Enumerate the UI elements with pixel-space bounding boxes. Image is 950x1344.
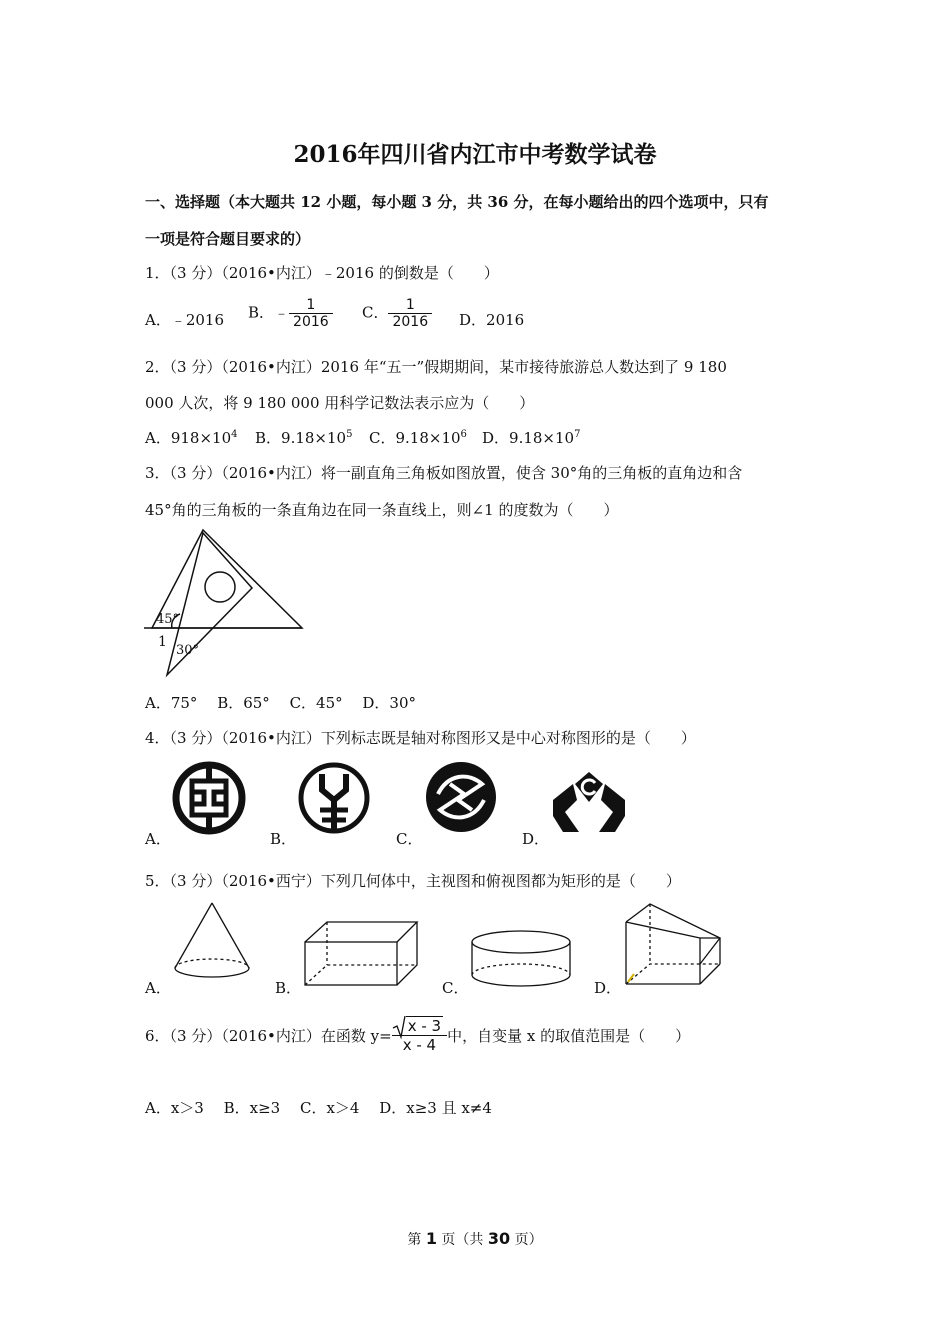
q6-sqrt-numerator (392, 1017, 447, 1035)
q6-radicand: x - 3 (407, 1017, 442, 1035)
q1-option-d: D．2016 (459, 311, 525, 329)
q3-triangle-figure (140, 530, 310, 680)
q5-option-b-label: B． (275, 979, 302, 997)
q6-stem-prefix: 6．（3 分）（2016•内江）在函数 y= (145, 1027, 392, 1045)
q2-option-a (145, 427, 238, 448)
q1-option-c-label: C． (362, 303, 389, 322)
q6-denominator: x - 4 (392, 1035, 447, 1054)
q3-label-1: 1 (158, 634, 167, 650)
q1-b-numerator: 1 (306, 297, 316, 313)
page-title: 2016年四川省内江市中考数学试卷 (293, 141, 657, 168)
q2-stem-line2: 000 人次，将 9 180 000 用科学记数法表示应为（ ） (145, 394, 535, 412)
q2-c-base: C．9.18×10 (369, 429, 461, 447)
q4-option-a-label: A． (145, 830, 171, 848)
q1-option-b-fraction (289, 297, 333, 330)
q5-option-a-label: A． (145, 979, 171, 997)
prism-shape (622, 902, 724, 988)
credit-union-logo-icon (551, 766, 627, 834)
q2-a-exp: 4 (231, 429, 238, 440)
china-mobile-logo-icon (424, 760, 498, 834)
q2-stem-line1: 2．（3 分）（2016•内江）2016 年“五一”假期期间，某市接待旅游总人数达到了 9 180 (145, 358, 727, 376)
q6-stem-suffix: 中，自变量 x 的取值范围是（ ） (447, 1027, 691, 1045)
q4-option-b-label: B． (270, 830, 297, 848)
footer-page-number: 1 (425, 1229, 437, 1248)
q1-c-numerator: 1 (405, 297, 415, 313)
q1-c-denominator: 2016 (388, 313, 432, 330)
bank-logo-a-icon (172, 761, 246, 835)
footer-prefix: 第 (407, 1232, 426, 1248)
q2-b-exp: 5 (346, 429, 353, 440)
section-heading-line2: 一项是符合题目要求的） (145, 230, 311, 248)
q4-option-c-label: C． (396, 830, 423, 848)
q1-stem: 1．（3 分）（2016•内江）﹣2016 的倒数是（ ） (145, 264, 499, 282)
prism-highlight-mark (628, 974, 634, 982)
bank-logo-b-icon (297, 760, 371, 836)
q3-label-45: 45° (156, 612, 180, 627)
q1-option-b (248, 297, 333, 330)
q3-triangle-hole (205, 572, 235, 602)
q2-d-exp: 7 (574, 429, 581, 440)
q2-option-b (255, 427, 352, 448)
q1-b-denominator: 2016 (289, 313, 333, 330)
cylinder-shape (470, 928, 574, 990)
q1-option-b-sign: ﹣ (274, 303, 290, 322)
cone-shape (172, 900, 254, 990)
footer-total-pages: 30 (487, 1229, 511, 1248)
q3-label-30: 30° (176, 643, 200, 658)
footer-middle: 页（共 (436, 1232, 488, 1248)
q1-option-c (362, 297, 432, 330)
q6-stem (145, 1017, 690, 1054)
footer-suffix: 页） (510, 1232, 543, 1248)
q4-option-d-label: D． (522, 830, 550, 848)
q2-option-c (369, 427, 467, 448)
q6-function-fraction (392, 1017, 447, 1054)
q1-option-b-label: B． (248, 303, 275, 322)
q1-option-a: A．﹣2016 (145, 311, 225, 329)
cuboid-shape (303, 920, 419, 988)
q2-c-exp: 6 (460, 429, 467, 440)
page-footer (0, 1229, 950, 1249)
q3-stem-line1: 3．（3 分）（2016•内江）将一副直角三角板如图放置，使含 30°角的三角板的直角边和含 (145, 464, 743, 482)
q2-d-base: D．9.18×10 (482, 429, 575, 447)
q5-option-d-label: D． (594, 979, 622, 997)
section-heading-line1: 一、选择题（本大题共 12 小题，每小题 3 分，共 36 分，在每小题给出的四个选项中，只有 (145, 193, 769, 211)
q5-option-c-label: C． (442, 979, 469, 997)
q3-options: A．75° B．65° C．45° D．30° (145, 694, 417, 712)
q2-option-d (482, 427, 580, 448)
q3-stem-line2: 45°角的三角板的一条直角边在同一条直线上，则∠1 的度数为（ ） (145, 501, 619, 519)
q2-a-base: A．918×10 (145, 429, 232, 447)
q2-b-base: B．9.18×10 (255, 429, 347, 447)
q4-stem: 4．（3 分）（2016•内江）下列标志既是轴对称图形又是中心对称图形的是（ ） (145, 729, 696, 747)
q6-options: A．x＞3 B．x≥3 C．x＞4 D．x≥3 且 x≠4 (145, 1099, 492, 1117)
q6-sqrt-icon (392, 1015, 406, 1039)
q1-option-c-fraction (388, 297, 432, 330)
q5-stem: 5．（3 分）（2016•西宁）下列几何体中，主视图和俯视图都为矩形的是（ ） (145, 872, 681, 890)
